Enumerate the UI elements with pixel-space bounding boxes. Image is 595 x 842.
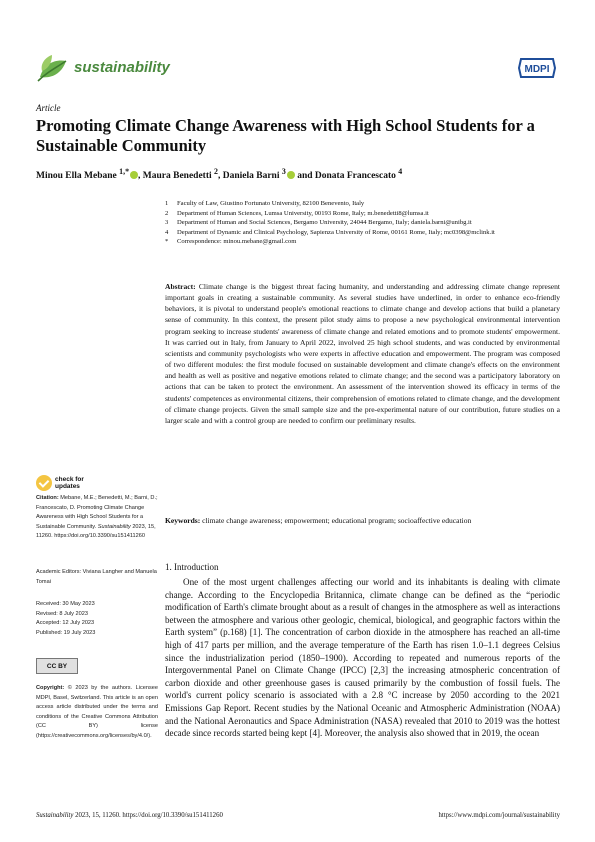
author-list	[36, 167, 566, 181]
affiliation-text: Correspondence: minou.mebane@gmail.com	[177, 238, 297, 246]
affiliation-row	[165, 228, 560, 238]
affiliation-text: Faculty of Law, Giustino Fortunato University, 82100 Benevento, Italy	[177, 200, 365, 207]
author-separator: ,	[217, 171, 223, 182]
academic-editors: Academic Editors: Viviana Langher and Manuela Tomai	[36, 569, 157, 585]
author-name: Donata Francescato	[314, 171, 399, 182]
copyright-block	[36, 684, 158, 741]
introduction-text: One of the most urgent challenges affecting our world and its inhabitants is dealing with climate change. According to the Encyclopedia Britannica, climate change can be defined as the “periodic modification of Earth's climate brought about as a result of changes in the atmosphere as well as interactions between the atmosphere and various other geologic, chemical, biological, and geographic factors within the Earth system” (p.168) [1]. The concentration of carbon dioxide in the atmosphere has reached an all-time high of 417 parts per million, and the average temperature of the Earth has risen 1.0–1.1 degrees Celsius since the industrialization period (1850–1900). According to repeated and numerous reports of the Intergovernmental Panel on Climate Change (IPCC) [2,3] the increasing atmospheric concentration of carbon dioxide and other greenhouse gases is caused primarily by the combustion of fossil fuels. The world's current policy scenario is associated with a 2.8 °C increase by 2050 according to the 2021 Emissions Gap Report. Recent studies by the National Oceanic and Atmospheric Administration (NOAA) and the National Aeronautics and Space Administration (NASA) revealed that 2010 to 2019 was the hottest decade since records started being kept [4]. Moreover, the analysis also showed that in 2019, the ocean	[165, 577, 560, 739]
affiliation-number: 3	[165, 219, 169, 227]
author-affiliation-marker: 1,*	[119, 167, 130, 176]
orcid-icon[interactable]	[130, 171, 138, 179]
copyright-label: Copyright:	[36, 685, 65, 691]
mdpi-logo[interactable]	[517, 57, 557, 79]
author-name: Daniela Barni	[222, 171, 282, 182]
footer-url[interactable]: https://www.mdpi.com/journal/sustainability	[438, 812, 560, 819]
orcid-icon[interactable]	[287, 171, 295, 179]
check-for-updates-button[interactable]	[36, 474, 100, 492]
dates-block	[36, 600, 158, 638]
affiliation-number: 1	[165, 200, 169, 207]
keywords	[165, 515, 560, 526]
author-separator: ,	[138, 171, 143, 182]
cc-license-badge[interactable]: CC BY	[36, 658, 78, 674]
author-affiliation-marker: 3	[281, 167, 286, 176]
keywords-label: Keywords:	[165, 516, 201, 525]
published-date: Published: 19 July 2023	[36, 629, 96, 636]
affiliation-number: *	[165, 238, 169, 246]
affiliation-row	[165, 237, 560, 247]
author-separator: and	[294, 171, 315, 182]
abstract	[165, 281, 560, 426]
footer-doi[interactable]: 2023, 15, 11260. https://doi.org/10.3390/su151411260	[75, 812, 223, 819]
affiliation-text: Department of Human and Social Sciences, Bergamo University, 24044 Bergamo, Italy; daniela.barni@unibg.it	[177, 219, 472, 227]
check-icon	[36, 475, 52, 491]
keywords-text: climate change awareness; empowerment; educational program; socioaffective education	[202, 516, 472, 525]
affiliation-row	[165, 199, 560, 209]
citation-doi[interactable]: 2023, 15, 11260. https://doi.org/10.3390/su151411260	[36, 523, 156, 539]
received-date: Received: 30 May 2023	[36, 601, 95, 607]
accepted-date: Accepted: 12 July 2023	[36, 620, 95, 626]
affiliations	[165, 199, 560, 247]
author-name: Minou Ella Mebane	[36, 171, 120, 182]
check-updates-label: check for updates	[55, 476, 84, 490]
affiliation-row	[165, 209, 560, 219]
svg-text:MDPI: MDPI	[524, 64, 550, 75]
journal-logo-icon	[36, 51, 70, 85]
section-heading-introduction: 1. Introduction	[165, 562, 219, 572]
paper-title: Promoting Climate Change Awareness with High School Students for a Sustainable Community	[36, 116, 535, 155]
footer-citation	[36, 812, 223, 819]
author-affiliation-marker: 4	[398, 167, 403, 176]
copyright-text: © 2023 by the authors. Licensee MDPI, Basel, Switzerland. This article is an open access article distributed under the terms and conditions of the Creative Commons Attribution (CC BY) license (https://creativecommons.org/licenses/by/4.0/).	[36, 685, 158, 739]
article-type: Article	[36, 103, 61, 113]
author-affiliation-marker: 2	[214, 167, 218, 176]
affiliation-row	[165, 218, 560, 228]
abstract-label: Abstract:	[165, 282, 196, 291]
footer-journal: Sustainability	[36, 812, 74, 819]
abstract-text: Climate change is the biggest threat facing humanity, and understanding and addressing climate change represent important goals in creating a sustainable community. As several studies have underlined, in order to enhance eco-friendly behaviors, it is pivotal to understand people's emotional reactions to climate change and develop actions that build a planetary sense of community. In this context, the present pilot study aims to propose a new psychological environmental intervention program seeking to increase students' awareness of climate change and related emotions and to promote students' empowerment. It was carried out in Italy, from January to April 2022, involved 25 high school students, and was conducted by environmental scientists and community psychologists who were experts in affective education and empowerment. The program was composed of two different modules: the first module focused on sustainable development and climate change's effects on the environment and health as well as positive and negative emotions related to climate change; and the second was a participatory laboratory on actions that can be taken to protect the environment. An assessment of the intervention showed its efficacy in terms of the students' competences as environmental citizens, their comprehension of emotions related to climate change, and the development of climate change projects. Given the small sample size and the pre-experimental nature of our contribution, future studies on a larger scale and with a control group are needed to confirm our preliminary results.	[165, 282, 561, 425]
affiliation-text: Department of Dynamic and Clinical Psychology, Sapienza University of Rome, 00161 Rome, Italy; mc0398@mclink.it	[177, 228, 495, 236]
revised-date: Revised: 8 July 2023	[36, 610, 88, 617]
affiliation-number: 2	[165, 209, 169, 217]
affiliation-text: Department of Human Sciences, Lumsa University, 00193 Rome, Italy; m.benedetti8@lumsa.it	[177, 209, 429, 217]
journal-name: sustainability	[74, 59, 170, 76]
affiliation-number: 4	[165, 228, 169, 236]
citation-label: Citation:	[36, 495, 59, 501]
citation-block	[36, 494, 158, 542]
citation-text: Mebane, M.E.; Benedetti, M.; Barni, D.; Francescato, D. Promoting Climate Change Awareness with High School Students for a Sustainable Community.	[36, 495, 158, 530]
author-name: Maura Benedetti	[142, 171, 215, 182]
citation-journal: Sustainability	[97, 523, 131, 530]
